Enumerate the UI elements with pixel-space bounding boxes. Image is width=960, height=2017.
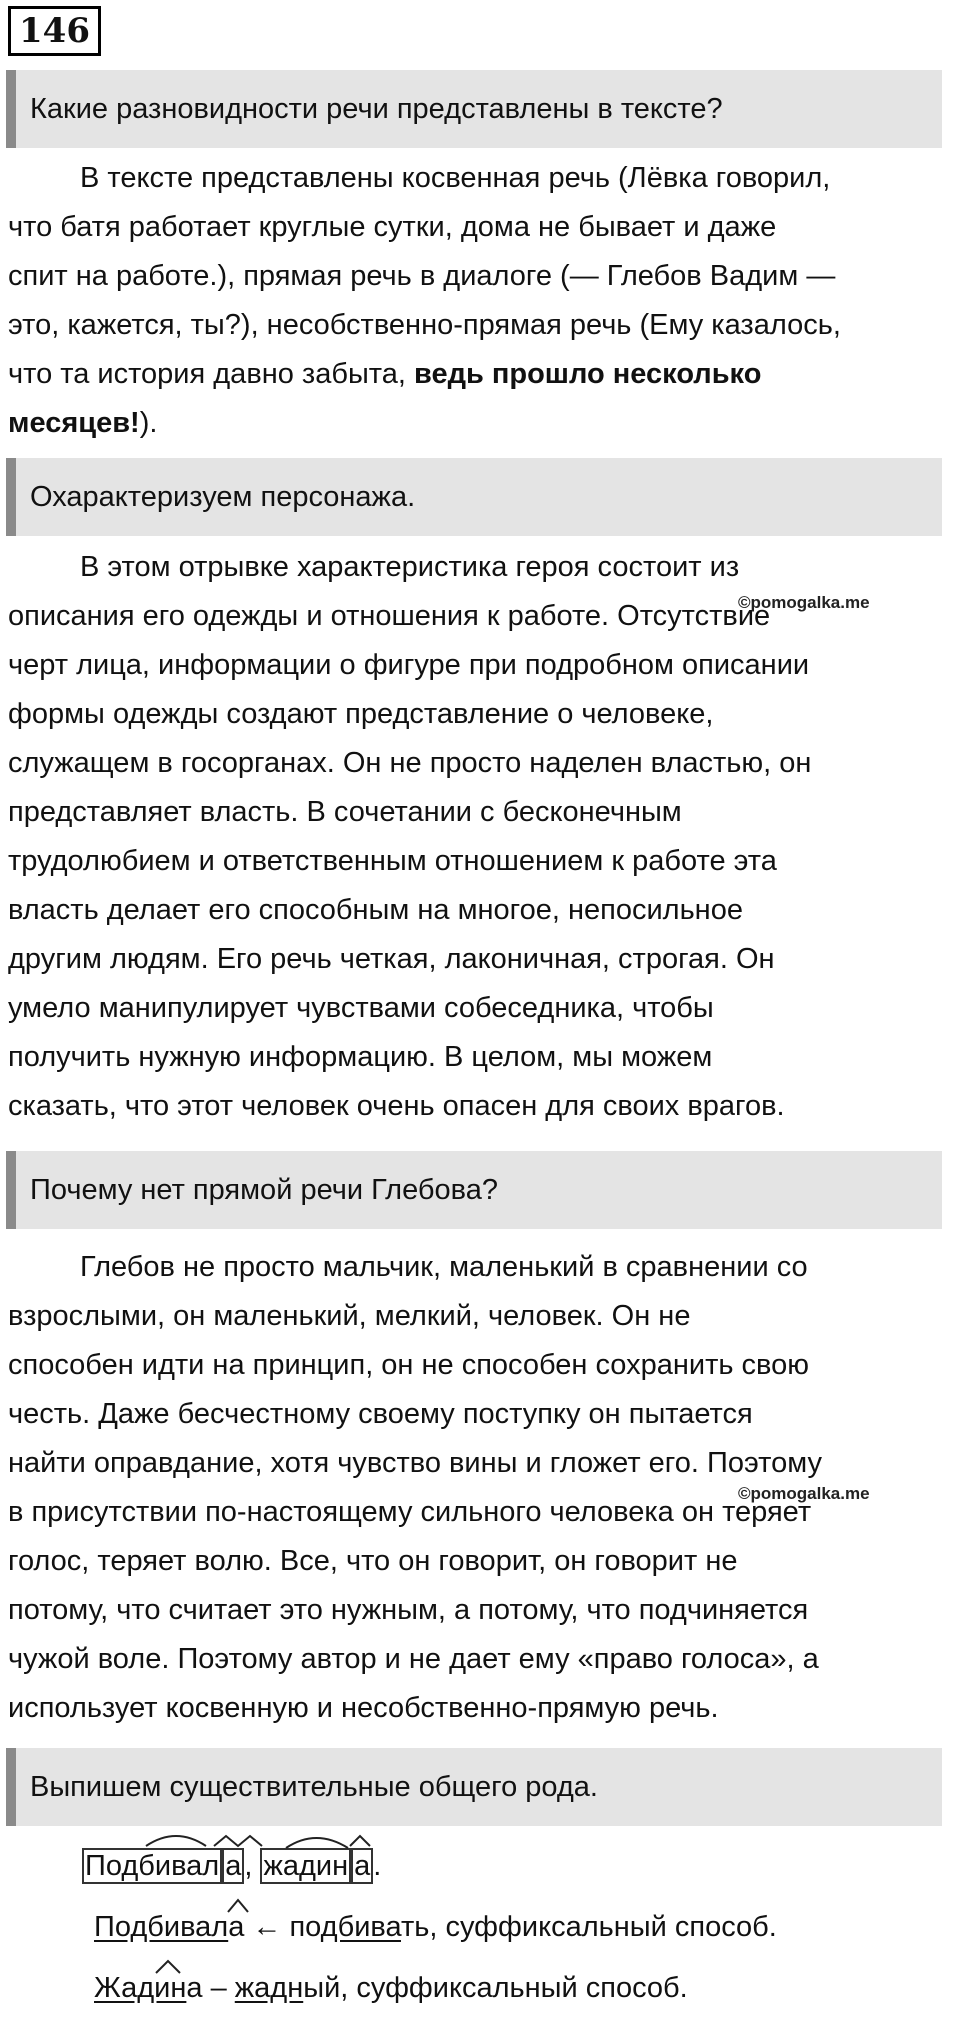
watermark: ©pomogalka.me <box>738 593 870 612</box>
text-line <box>8 399 944 448</box>
text-line: голос, теряет волю. Все, что он говорит, он говорит не <box>8 1545 738 1577</box>
text-line: власть делает его способным на многое, непосильное <box>8 894 743 926</box>
text-line: черт лица, информации о фигуре при подробном описании <box>8 649 810 681</box>
text-line: В этом отрывке характеристика героя состоит из <box>80 551 740 583</box>
text-line: использует косвенную и несобственно-прямую речь. <box>8 1692 719 1724</box>
text-line: описания его одежды и отношения к работе. Отсутствие <box>8 600 771 632</box>
heading-text: Выпишем существительные общего рода. <box>30 1771 598 1803</box>
root-arcs <box>86 1828 386 1858</box>
text-fragment: ый, суффиксальный способ. <box>303 1972 688 2004</box>
caret-mark <box>156 1961 180 1973</box>
arrow: ← <box>244 1911 290 1943</box>
stem-underline: Жадин <box>94 1972 187 2004</box>
ending-box: а <box>351 1848 373 1884</box>
section-heading-direct-speech <box>6 1151 942 1229</box>
ending: а <box>228 1911 245 1943</box>
root-arc <box>286 1838 348 1848</box>
text-line: В тексте представлены косвенная речь (Лёвка говорил, <box>80 162 831 194</box>
text-line: что батя работает круглые сутки, дома не бывает и даже <box>8 211 777 243</box>
text-line: служащем в госорганах. Он не просто наделен властью, он <box>8 747 812 779</box>
text-line: представляет власть. В сочетании с бесконечным <box>8 796 682 828</box>
text-line: спит на работе.), прямая речь в диалоге (— Глебов Вадим — <box>8 260 836 292</box>
root-arc <box>146 1836 206 1846</box>
text-line: взрослыми, он маленький, мелкий, человек. Он не <box>8 1300 691 1332</box>
caret-mark <box>228 1900 248 1912</box>
text-line: Глебов не просто мальчик, маленький в сравнении со <box>80 1251 808 1283</box>
ending: а <box>186 1972 203 2004</box>
text-line: другим людям. Его речь четкая, лаконичная, строгая. Он <box>8 943 775 975</box>
text-line: умело манипулирует чувствами собеседника, чтобы <box>8 992 714 1024</box>
text-fragment: ). <box>139 407 158 439</box>
text-line: честь. Даже бесчестному своему поступку он пытается <box>8 1398 753 1430</box>
suffix-caret <box>220 1896 280 1916</box>
task-number: 146 <box>8 6 101 56</box>
suffix-caret <box>148 1957 208 1977</box>
text-line: способен идти на принцип, он не способен сохранить свою <box>8 1349 809 1381</box>
stem-box: Подбивал <box>82 1848 222 1884</box>
section-heading-common-gender <box>6 1748 942 1826</box>
stem-underline: жадн <box>234 1972 304 2004</box>
dash: – <box>202 1972 235 2004</box>
text-line: сказать, что этот человек очень опасен для своих врагов. <box>8 1090 785 1122</box>
text-line: трудолюбием и ответственным отношением к работе эта <box>8 845 777 877</box>
text-line <box>8 350 944 399</box>
stem-box: жадин <box>260 1848 351 1884</box>
paragraph-character <box>8 543 944 1131</box>
watermark: ©pomogalka.me <box>738 1484 870 1503</box>
bold-quote: ведь прошло несколько <box>414 358 762 390</box>
ending-box: а <box>222 1848 244 1884</box>
stem-underline: дбива <box>320 1911 401 1943</box>
text-line: формы одежды создают представление о человеке, <box>8 698 714 730</box>
section-heading-character <box>6 458 942 536</box>
paragraph-speech-types <box>8 154 944 448</box>
heading-text: Охарактеризуем персонажа. <box>30 481 416 513</box>
text-line: в присутствии по-настоящему сильного человека он теряет <box>8 1496 812 1528</box>
period: . <box>373 1850 382 1882</box>
text-line: это, кажется, ты?), несобственно-прямая речь (Ему казалось, <box>8 309 841 341</box>
text-line: чужой воле. Поэтому автор и не дает ему «право голоса», а <box>8 1643 819 1675</box>
stem-underline: Подбивал <box>94 1911 229 1943</box>
text-line: получить нужную информацию. В целом, мы можем <box>8 1041 713 1073</box>
section-heading-speech-types <box>6 70 942 148</box>
text-fragment: что та история давно забыта, <box>8 358 414 390</box>
suffix-mark <box>350 1836 370 1846</box>
heading-text: Почему нет прямой речи Глебова? <box>30 1174 498 1206</box>
bold-quote-end: месяцев! <box>8 407 140 439</box>
prefix: по <box>289 1911 321 1943</box>
text-line: потому, что считает это нужным, а потому, что подчиняется <box>8 1594 809 1626</box>
suffix-mark <box>214 1836 262 1846</box>
text-fragment: ть, суффиксальный способ. <box>400 1911 777 1943</box>
text-line: найти оправдание, хотя чувство вины и гложет его. Поэтому <box>8 1447 822 1479</box>
separator: , <box>244 1850 261 1882</box>
morph-line-2 <box>94 1907 777 1947</box>
heading-text: Какие разновидности речи представлены в тексте? <box>30 93 723 125</box>
